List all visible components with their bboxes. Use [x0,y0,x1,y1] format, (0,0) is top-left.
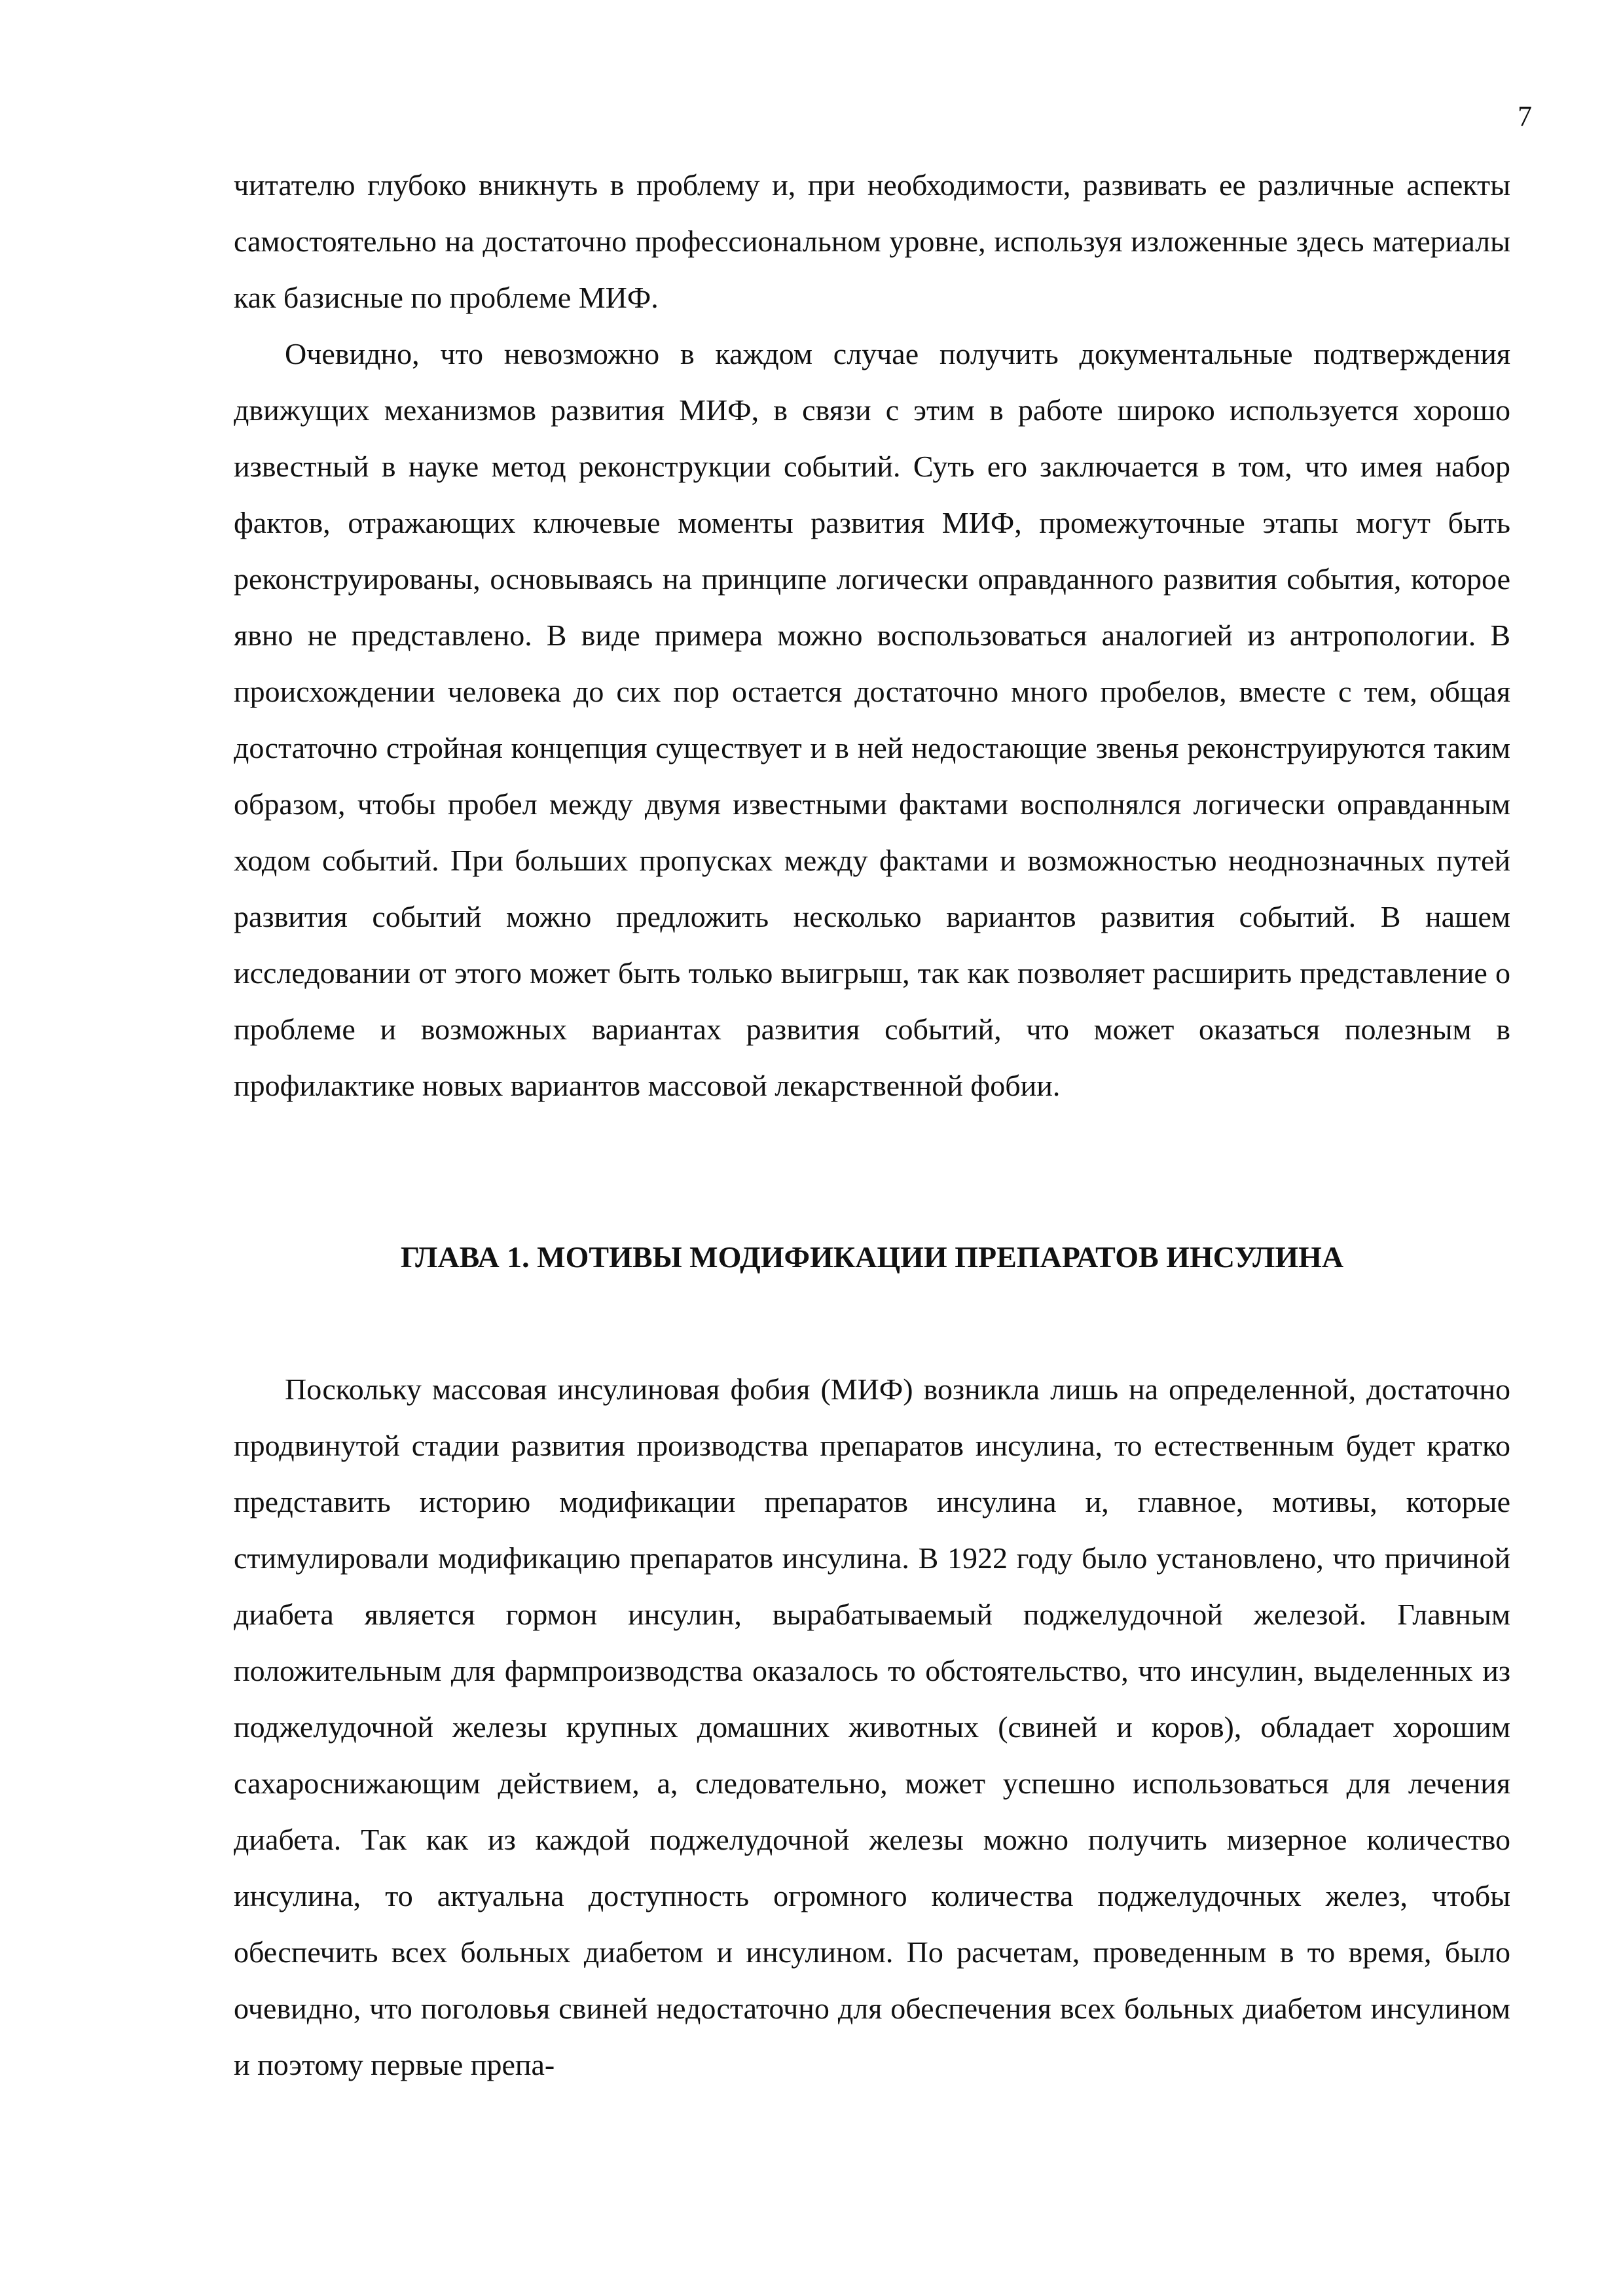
text-block-chapter [234,1361,1510,2093]
paragraph: читателю глубоко вникнуть в проблему и, при необходимости, развивать ее различные аспекты самостоятельно на достаточно профессиональном уровне, используя изложенные здесь материалы как базисные по проблеме МИФ. [234,168,1510,314]
text-block-intro [234,157,1510,1114]
page-number: 7 [1518,100,1532,132]
paragraph: Поскольку массовая инсулиновая фобия (МИФ) возникла лишь на определенной, достаточно продвинутой стадии развития производства препаратов инсулина, то естественным будет кратко представить историю модификации препаратов инсулина и, главное, мотивы, которые стимулировали модификацию препаратов инсулина. В 1922 году было установлено, что причиной диабета является гормон инсулин, вырабатываемый поджелудочной железой. Главным положительным для фармпроизводства оказалось то обстоятельство, что инсулин, выделенных из поджелудочной железы крупных домашних животных (свиней и коров), обладает хорошим сахароснижающим действием, а, следовательно, может успешно использоваться для лечения диабета. Так как из каждой поджелудочной железы можно получить мизерное количество инсулина, то актуальна доступность огромного количества поджелудочных желез, чтобы обеспечить всех больных диабетом и инсулином. По расчетам, проведенным в то время, было очевидно, что поголовья свиней недостаточно для обеспечения всех больных диабетом инсулином и поэтому первые препа- [234,1372,1510,2081]
paragraph: Очевидно, что невозможно в каждом случае получить документальные подтверждения движущих механизмов развития МИФ, в связи с этим в работе широко используется хорошо известный в науке метод реконструкции событий. Суть его заключается в том, что имея набор фактов, отражающих ключевые моменты развития МИФ, промежуточные этапы могут быть реконструированы, основываясь на принципе логически оправданного развития события, которое явно не представлено. В виде примера можно воспользоваться аналогией из антропологии. В происхождении человека до сих пор остается достаточно много пробелов, вместе с тем, общая достаточно стройная концепция существует и в ней недостающие звенья реконструируются таким образом, чтобы пробел между двумя известными фактами восполнялся логически оправданным ходом событий. При больших пропусках между фактами и возможностью неоднозначных путей развития событий можно предложить несколько вариантов развития событий. В нашем исследовании от этого может быть только выигрыш, так как позволяет расширить представление о проблеме и возможных вариантах развития событий, что может оказаться полезным в профилактике новых вариантов массовой лекарственной фобии. [234,337,1510,1102]
chapter-heading: ГЛАВА 1. МОТИВЫ МОДИФИКАЦИИ ПРЕПАРАТОВ ИНСУЛИНА [400,1240,1344,1274]
